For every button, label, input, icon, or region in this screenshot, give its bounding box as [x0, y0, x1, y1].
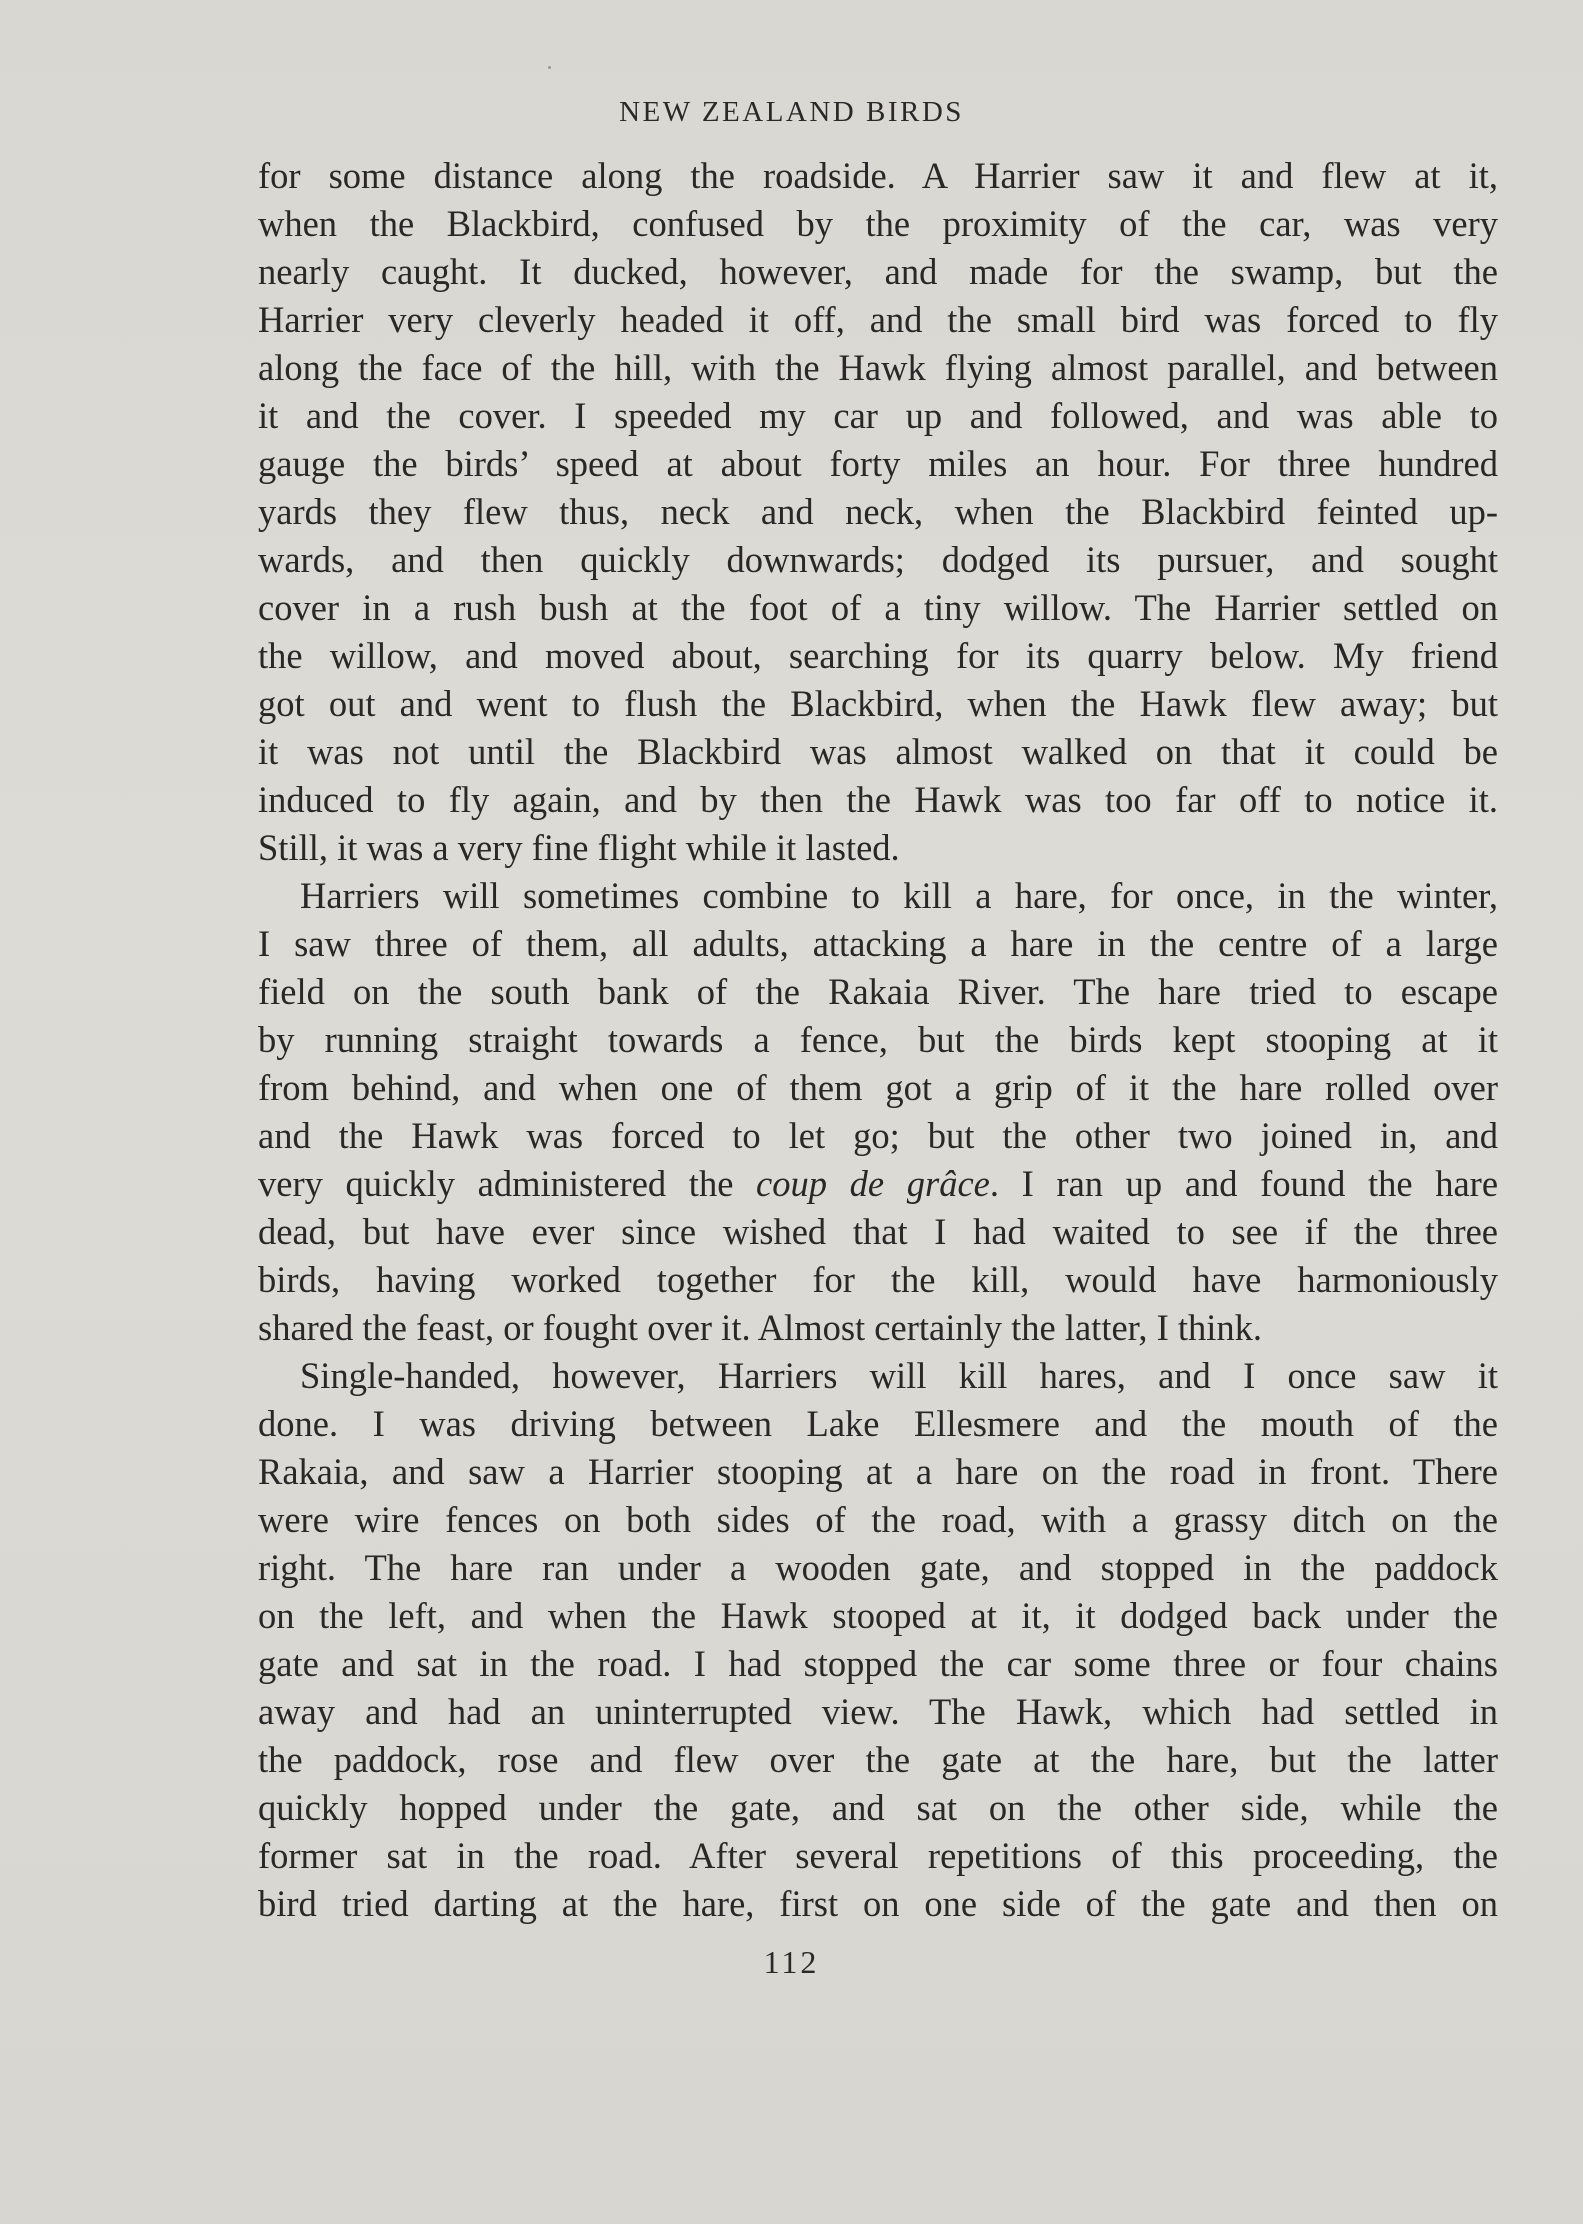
text-line: Single-handed, however, Harriers will kill hares, and I once saw it	[300, 1355, 1498, 1396]
text-line: got out and went to flush the Blackbird, when the Hawk flew away; but	[258, 683, 1498, 724]
text-line: done. I was driving between Lake Ellesmere and the mouth of the	[258, 1403, 1498, 1444]
page-number: 112	[763, 1944, 820, 1980]
text-line: gauge the birds’ speed at about forty miles an hour. For three hundred	[258, 443, 1498, 484]
text-line: Harriers will sometimes combine to kill a hare, for once, in the winter,	[300, 875, 1498, 916]
text-line: shared the feast, or fought over it. Almost certainly the latter, I think.	[258, 1307, 1263, 1348]
text-line: cover in a rush bush at the foot of a tiny willow. The Harrier settled on	[258, 587, 1498, 628]
text-line: Rakaia, and saw a Harrier stooping at a hare on the road in front. There	[258, 1451, 1498, 1492]
text-line: and the Hawk was forced to let go; but the other two joined in, and	[258, 1115, 1498, 1156]
running-head: NEW ZEALAND BIRDS	[619, 96, 964, 128]
text-line-with-italic	[258, 1160, 1498, 1208]
text-run: very quickly administered the	[258, 1163, 757, 1204]
text-line: dead, but have ever since wished that I had waited to see if the three	[258, 1211, 1498, 1252]
text-line: Still, it was a very fine flight while it lasted.	[258, 827, 900, 868]
text-line: I saw three of them, all adults, attacking a hare in the centre of a large	[258, 923, 1498, 964]
text-line: on the left, and when the Hawk stooped at it, it dodged back under the	[258, 1595, 1498, 1636]
text-run: . I ran up and found the hare	[989, 1163, 1498, 1204]
paper-speck	[548, 66, 551, 69]
text-line: gate and sat in the road. I had stopped the car some three or four chains	[258, 1643, 1498, 1684]
text-line: by running straight towards a fence, but the birds kept stooping at it	[258, 1019, 1498, 1060]
text-line: the willow, and moved about, searching for its quarry below. My friend	[258, 635, 1498, 676]
text-line: it was not until the Blackbird was almost walked on that it could be	[258, 731, 1498, 772]
text-line: it and the cover. I speeded my car up and followed, and was able to	[258, 395, 1498, 436]
paragraph-2	[258, 872, 1498, 1352]
body-text	[258, 152, 1498, 1928]
text-line: from behind, and when one of them got a grip of it the hare rolled over	[258, 1067, 1498, 1108]
text-line: bird tried darting at the hare, first on one side of the gate and then on	[258, 1883, 1498, 1924]
text-line: Harrier very cleverly headed it off, and the small bird was forced to fly	[258, 299, 1498, 340]
text-line: induced to fly again, and by then the Hawk was too far off to notice it.	[258, 779, 1498, 820]
text-line: yards they flew thus, neck and neck, when the Blackbird feinted up-	[258, 491, 1498, 532]
text-line: right. The hare ran under a wooden gate, and stopped in the paddock	[258, 1547, 1498, 1588]
text-line: when the Blackbird, confused by the proximity of the car, was very	[258, 203, 1498, 244]
text-line: the paddock, rose and flew over the gate at the hare, but the latter	[258, 1739, 1498, 1780]
text-line: nearly caught. It ducked, however, and made for the swamp, but the	[258, 251, 1498, 292]
text-line: wards, and then quickly downwards; dodged its pursuer, and sought	[258, 539, 1498, 580]
paragraph-3	[258, 1352, 1498, 1928]
paragraph-1	[258, 152, 1498, 872]
text-line: quickly hopped under the gate, and sat on the other side, while the	[258, 1787, 1498, 1828]
text-line: for some distance along the roadside. A Harrier saw it and flew at it,	[258, 155, 1498, 196]
text-line: away and had an uninterrupted view. The Hawk, which had settled in	[258, 1691, 1498, 1732]
italic-phrase: coup de grâce	[756, 1163, 990, 1204]
text-line: field on the south bank of the Rakaia River. The hare tried to escape	[258, 971, 1498, 1012]
text-line: were wire fences on both sides of the road, with a grassy ditch on the	[258, 1499, 1498, 1540]
text-line: birds, having worked together for the kill, would have harmoniously	[258, 1259, 1498, 1300]
text-line: along the face of the hill, with the Hawk flying almost parallel, and between	[258, 347, 1498, 388]
text-line: former sat in the road. After several repetitions of this proceeding, the	[258, 1835, 1498, 1876]
